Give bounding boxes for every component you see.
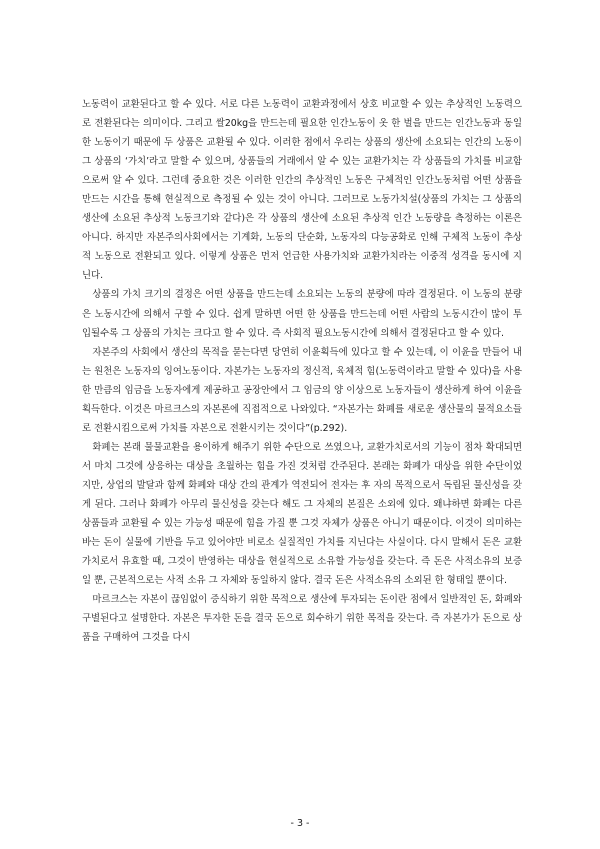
body-text [82, 95, 522, 647]
paragraph: 노동력이 교환된다고 할 수 있다. 서로 다른 노동력이 교환과정에서 상호 비교할 수 있는 추상적인 노동력으로 전환된다는 의미이다. 그리고 쌀20kg을 만드는데 필요한 인간노동이 옷 한 벌을 만드는 인간노동과 동일한 노동이기 때문에 두 상품은 교환될 수 있다. 이러한 점에서 우리는 상품의 생산에 소요되는 인간의 노동이 그 상품의 ‘가치’라고 말할 수 있으며, 상품들의 거래에서 알 수 있는 교환가치는 각 상품들의 가치를 비교함으로써 알 수 있다. 그런데 중요한 것은 이러한 인간의 추상적인 노동은 구체적인 인간노동처럼 어떤 상품을 만드는 시간을 통해 현실적으로 측정될 수 있는 것이 아니다. 그러므로 노동가치설(상품의 가치는 그 상품의 생산에 소요된 추상적 노동크기와 같다)은 각 상품의 생산에 소요된 추상적 인간 노동량을 측정하는 이론은 아니다. 하지만 자본주의사회에서는 기계화, 노동의 단순화, 노동자의 다능공화로 인해 구체적 노동이 추상적 노동으로 전환되고 있다. 이렇게 상품은 먼저 언급한 사용가치와 교환가치라는 이중적 성격을 동시에 지닌다. [82, 99, 522, 282]
page-number: - 3 - [290, 818, 310, 829]
paragraph: 마르크스는 자본이 끊임없이 증식하기 위한 목적으로 생산에 투자되는 돈이란 점에서 일반적인 돈, 화폐와 구별된다고 설명한다. 자본은 투자한 돈을 결국 돈으로 회수하기 위한 목적을 갖는다. 즉 자본가가 돈으로 상품을 구매하여 그것을 다시 [82, 594, 522, 644]
paragraph: 자본주의 사회에서 생산의 목적을 묻는다면 당연히 이윤획득에 있다고 할 수 있는데, 이 이윤을 만들어 내는 원천은 노동자의 잉여노동이다. 자본가는 노동자의 정신적, 육체적 힘(노동력이라고 말할 수 있다)을 사용한 만큼의 임금을 노동자에게 제공하고 공장안에서 그 임금의 양 이상으로 노동자들이 생산하게 하여 이윤을 획득한다. 이것은 마르크스의 자본론에 직접적으로 나와있다. “자본가는 화폐를 새로운 생산물의 물적요소들로 전환시킴으로써 가치를 자본으로 전환시키는 것이다”(p.292). [82, 346, 522, 434]
paragraph: 화폐는 본래 물물교환을 용이하게 해주기 위한 수단으로 쓰였으나, 교환가치로서의 기능이 점차 확대되면서 마치 그것에 상응하는 대상을 초월하는 힘을 가진 것처럼 간주된다. 본래는 화폐가 대상을 위한 수단이었지만, 상업의 발달과 함께 화폐와 대상 간의 관계가 역전되어 전자는 후 자의 목적으로서 독립된 물신성을 갖게 된다. 그러나 화폐가 아무리 물신성을 갖는다 해도 그 자체의 본질은 소외에 있다. 왜냐하면 화폐는 다른 상품들과 교환될 수 있는 가능성 때문에 힘을 가질 뿐 그것 자체가 상품은 아니기 때문이다. 이것이 의미하는 바는 돈이 실물에 기반을 두고 있어야만 비로소 실질적인 가치를 지닌다는 사실이다. 다시 말해서 돈은 교환가치로서 유효할 때, 그것이 반영하는 대상을 현실적으로 소유할 가능성을 갖는다. 즉 돈은 사적소유의 보증일 뿐, 근본적으로는 사적 소유 그 자체와 동일하지 않다. 결국 돈은 사적소유의 소외된 한 형태일 뿐이다. [82, 441, 522, 587]
paragraph: 상품의 가치 크기의 결정은 어떤 상품을 만드는데 소요되는 노동의 분량에 따라 결정된다. 이 노동의 분량은 노동시간에 의해서 구할 수 있다. 쉽게 말하면 어떤 한 상품을 만드는데 어떤 사람의 노동시간이 많이 투입될수록 그 상품의 가치는 크다고 할 수 있다. 즉 사회적 필요노동시간에 의해서 결정된다고 할 수 있다. [82, 289, 522, 339]
